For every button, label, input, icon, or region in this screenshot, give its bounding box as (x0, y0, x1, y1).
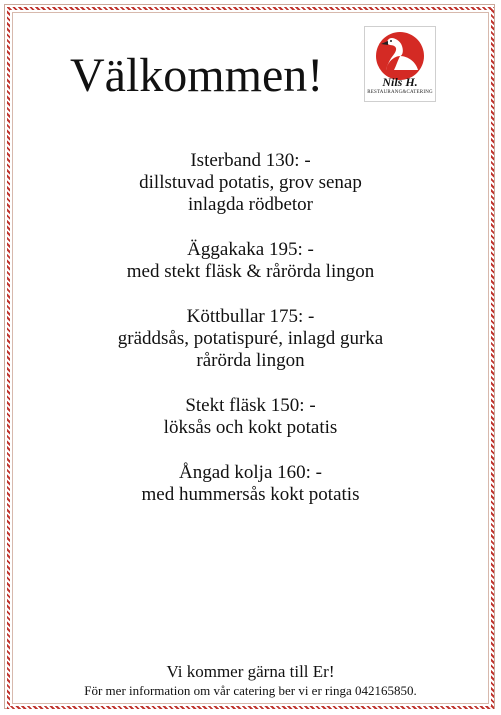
menu-item (20, 462, 481, 506)
page-title: Välkommen! (70, 49, 324, 102)
footer-contact-info: För mer information om vår catering ber vi er ringa 042165850. (84, 683, 417, 698)
dish-title: Äggakaka 195: - (187, 239, 314, 260)
dish-title: Köttbullar 175: - (186, 306, 315, 327)
menu-item (20, 306, 481, 372)
menu-list (20, 150, 481, 529)
logo-subtitle: RESTAURANG&CATERING (367, 90, 433, 95)
menu-item (20, 239, 481, 283)
dish-title: Stekt fläsk 150: - (185, 395, 316, 416)
dish-title: Isterband 130: - (190, 150, 311, 171)
restaurant-logo (364, 26, 436, 102)
footer-welcome: Vi kommer gärna till Er! (166, 662, 335, 681)
menu-item (20, 150, 481, 216)
logo-name: Nils H. (382, 75, 418, 89)
dish-description: rårörda lingon (196, 350, 305, 371)
page-footer (20, 662, 481, 699)
dish-description: dillstuvad potatis, grov senap (139, 172, 362, 193)
dish-description: gräddsås, potatispuré, inlagd gurka (117, 328, 384, 349)
dish-title: Ångad kolja 160: - (178, 462, 322, 483)
menu-item (20, 395, 481, 439)
dish-description: löksås och kokt potatis (163, 417, 338, 438)
dish-description: inlagda rödbetor (187, 194, 314, 215)
dish-description: med hummersås kokt potatis (141, 484, 360, 505)
dish-description: med stekt fläsk & rårörda lingon (126, 261, 375, 282)
